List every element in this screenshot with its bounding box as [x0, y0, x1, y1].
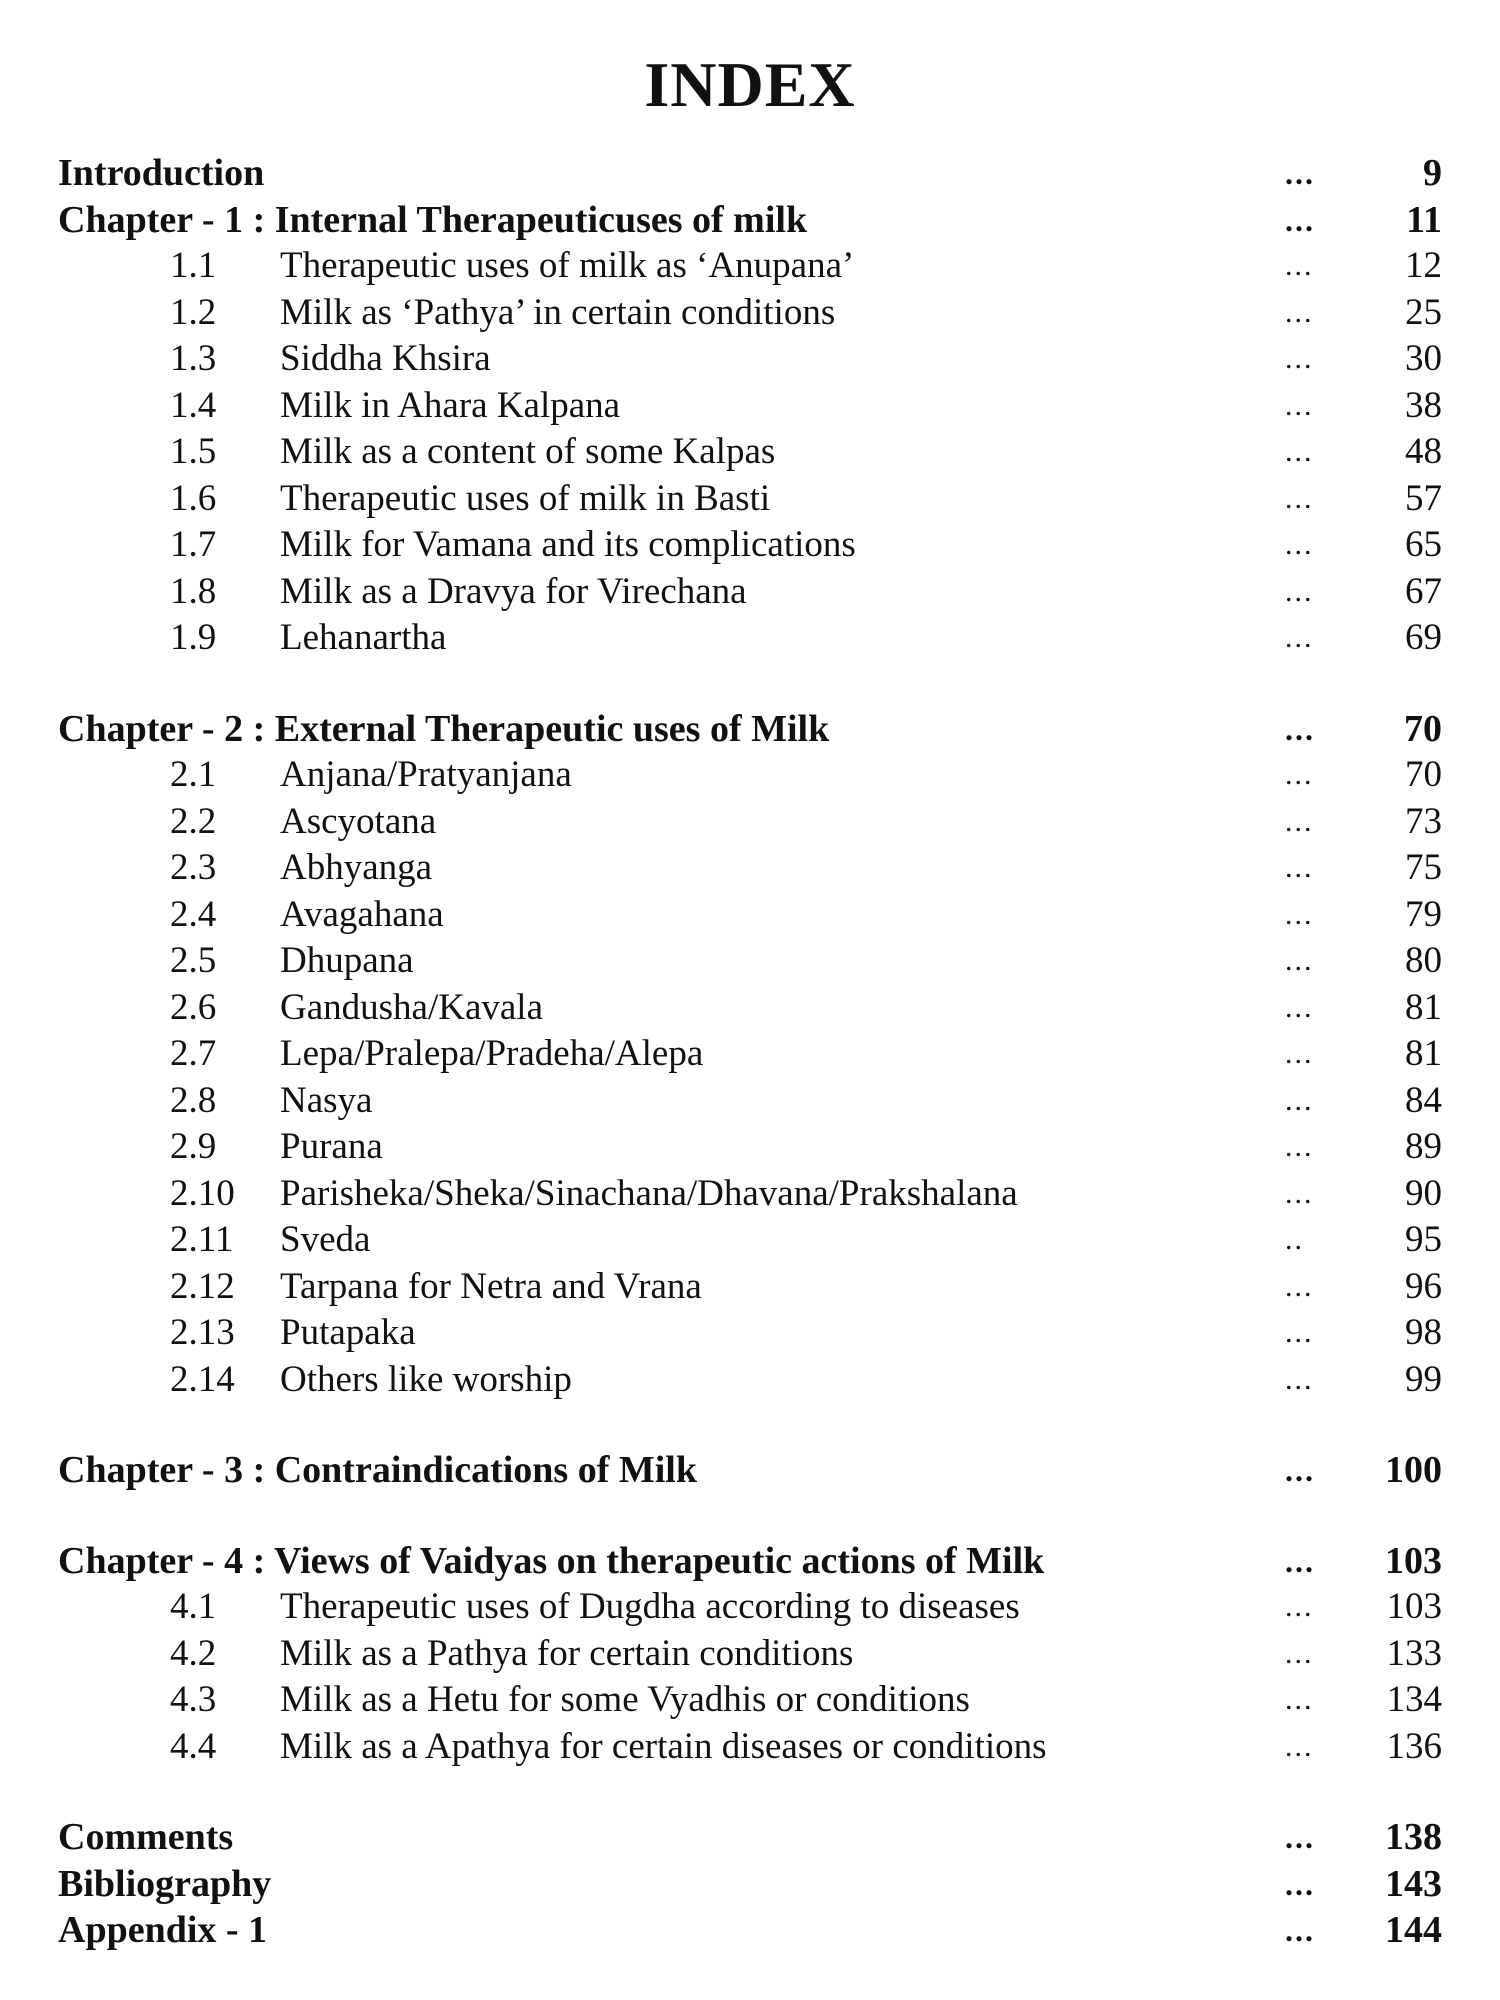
toc-sub-entry: [0, 752, 1500, 799]
entry-title: Tarpana for Netra and Vrana: [280, 1265, 702, 1307]
section-number: 1.2: [170, 291, 217, 333]
toc-heading-entry: [0, 1861, 1500, 1908]
page-number: 136: [1386, 1725, 1442, 1767]
section-number: 1.5: [170, 431, 217, 472]
entry-title: Milk for Vamana and its complications: [280, 524, 856, 565]
dot-leader: ...: [1285, 481, 1314, 515]
section-number: 2.4: [170, 893, 217, 935]
dot-leader: ...: [1285, 1037, 1314, 1070]
toc-sub-entry: [0, 336, 1500, 383]
entry-title: Milk as a Hetu for some Vyadhis or conditions: [280, 1679, 970, 1720]
entry-title: Putapaka: [280, 1312, 416, 1353]
dot-leader: ...: [1285, 851, 1314, 884]
toc-sub-entry: [0, 1677, 1500, 1724]
dot-leader: ...: [1285, 388, 1314, 422]
section-number: 1.4: [170, 384, 217, 426]
entry-title: Appendix - 1: [58, 1909, 268, 1951]
page-number: 99: [1405, 1358, 1442, 1400]
dot-leader: ...: [1285, 897, 1314, 931]
dot-leader: ...: [1285, 1729, 1314, 1763]
section-number: 2.2: [170, 800, 217, 842]
entry-title: Gandusha/Kavala: [280, 986, 544, 1028]
toc-heading-entry: [0, 1447, 1500, 1494]
page-number: 90: [1405, 1172, 1442, 1214]
toc-sub-entry: [0, 892, 1500, 939]
dot-leader: ...: [1285, 201, 1315, 238]
dot-leader: ...: [1285, 1176, 1314, 1210]
page-number: 81: [1405, 986, 1442, 1028]
entry-title: Chapter - 1 : Internal Therapeuticuses of milk: [58, 198, 808, 241]
page-number: 98: [1405, 1312, 1442, 1353]
dot-leader: ...: [1285, 249, 1314, 282]
page-number: 12: [1405, 245, 1442, 286]
page-number: 67: [1405, 570, 1442, 612]
toc-sub-entry: [0, 1724, 1500, 1771]
entry-title: Milk in Ahara Kalpana: [280, 384, 621, 426]
entry-title: Milk as a Dravya for Virechana: [280, 570, 747, 612]
dot-leader: ...: [1285, 574, 1314, 608]
dot-leader: ...: [1285, 1542, 1315, 1579]
toc-sub-entry: [0, 1078, 1500, 1125]
dot-leader: ...: [1285, 342, 1314, 375]
toc-sub-entry: [0, 1031, 1500, 1078]
page-number: 96: [1405, 1265, 1442, 1307]
page-number: 73: [1405, 800, 1442, 842]
dot-leader: ...: [1285, 710, 1315, 747]
section-number: 2.1: [170, 754, 217, 795]
page-number: 48: [1405, 431, 1442, 472]
toc-heading-entry: [0, 150, 1500, 197]
section-number: 1.8: [170, 570, 217, 612]
dot-leader: ...: [1285, 944, 1314, 977]
section-number: 2.9: [170, 1126, 217, 1167]
dot-leader: ...: [1285, 1912, 1315, 1948]
page-number: 70: [1405, 754, 1442, 795]
toc-sub-entry: [0, 569, 1500, 616]
dot-leader: ...: [1285, 1130, 1314, 1163]
toc-heading-entry: [0, 1814, 1500, 1861]
page-number: 103: [1385, 1539, 1442, 1582]
entry-title: Chapter - 3 : Contraindications of Milk: [58, 1449, 697, 1491]
page-number: 9: [1423, 152, 1442, 194]
toc-sub-entry: [0, 938, 1500, 985]
toc-sub-entry: [0, 1631, 1500, 1678]
entry-title: Therapeutic uses of milk as ‘Anupana’: [280, 245, 855, 286]
dot-leader: ...: [1285, 1683, 1314, 1716]
toc-heading-entry: [0, 1907, 1500, 1954]
toc-sub-entry: [0, 383, 1500, 430]
section-number: 2.14: [170, 1358, 235, 1400]
section-number: 1.7: [170, 524, 217, 565]
entry-title: Lepa/Pralepa/Pradeha/Alepa: [280, 1033, 704, 1074]
page-number: 80: [1405, 940, 1442, 981]
entry-title: Siddha Khsira: [280, 338, 491, 379]
dot-leader: ...: [1285, 990, 1314, 1024]
dot-leader: ...: [1285, 804, 1314, 838]
entry-title: Parisheka/Sheka/Sinachana/Dhavana/Prakshalana: [280, 1172, 1018, 1214]
section-number: 2.8: [170, 1079, 217, 1121]
dot-leader: ...: [1285, 621, 1314, 654]
toc-sub-entry: [0, 985, 1500, 1032]
page-number: 134: [1386, 1679, 1442, 1720]
dot-leader: ...: [1285, 1636, 1314, 1670]
dot-leader: ...: [1285, 758, 1314, 791]
entry-title: Purana: [280, 1126, 383, 1167]
toc-sub-entry: [0, 1584, 1500, 1631]
entry-title: Therapeutic uses of milk in Basti: [280, 477, 771, 519]
entry-title: Introduction: [58, 152, 265, 194]
dot-leader: ...: [1285, 1590, 1314, 1623]
section-number: 4.3: [170, 1679, 217, 1720]
entry-title: Milk as a Pathya for certain conditions: [280, 1632, 854, 1674]
entry-title: Sveda: [280, 1219, 371, 1260]
entry-title: Chapter - 4 : Views of Vaidyas on therapeutic actions of Milk: [58, 1539, 1045, 1582]
entry-title: Anjana/Pratyanjana: [280, 754, 572, 795]
toc-sub-entry: [0, 1357, 1500, 1404]
page-number: 38: [1405, 384, 1442, 426]
page-number: 89: [1405, 1126, 1442, 1167]
section-number: 2.5: [170, 940, 217, 981]
entry-title: Ascyotana: [280, 800, 437, 842]
entry-title: Abhyanga: [280, 847, 433, 888]
page-number: 79: [1405, 893, 1442, 935]
page-number: 11: [1406, 198, 1442, 241]
section-number: 1.3: [170, 338, 217, 379]
entry-title: Comments: [58, 1816, 234, 1858]
entry-title: Dhupana: [280, 940, 414, 981]
dot-leader: ..: [1285, 1223, 1304, 1256]
page-number: 103: [1386, 1586, 1442, 1627]
toc-sub-entry: [0, 615, 1500, 662]
dot-leader: ...: [1285, 1269, 1314, 1303]
dot-leader: ...: [1285, 1362, 1314, 1396]
entry-title: Avagahana: [280, 893, 444, 935]
page-number: 144: [1385, 1909, 1442, 1951]
dot-leader: ...: [1285, 1865, 1315, 1902]
section-number: 4.2: [170, 1632, 217, 1674]
table-of-contents: [0, 150, 1500, 1954]
toc-sub-entry: [0, 1310, 1500, 1357]
toc-heading-entry: [0, 197, 1500, 244]
dot-leader: ...: [1285, 295, 1314, 329]
page-number: 30: [1405, 338, 1442, 379]
page-number: 25: [1405, 291, 1442, 333]
entry-title: Bibliography: [58, 1862, 272, 1905]
page-number: 69: [1405, 617, 1442, 658]
entry-title: Milk as a Apathya for certain diseases or conditions: [280, 1725, 1047, 1767]
page-number: 95: [1405, 1219, 1442, 1260]
toc-heading-entry: [0, 1538, 1500, 1585]
entry-title: Others like worship: [280, 1358, 572, 1400]
section-number: 2.3: [170, 847, 217, 888]
dot-leader: ...: [1285, 1316, 1314, 1349]
toc-sub-entry: [0, 1264, 1500, 1311]
toc-sub-entry: [0, 476, 1500, 523]
section-number: 1.6: [170, 477, 217, 519]
toc-sub-entry: [0, 1124, 1500, 1171]
section-number: 2.10: [170, 1172, 235, 1214]
toc-sub-entry: [0, 522, 1500, 569]
toc-sub-entry: [0, 1171, 1500, 1218]
section-number: 4.1: [170, 1586, 217, 1627]
toc-sub-entry: [0, 243, 1500, 290]
page-number: 65: [1405, 524, 1442, 565]
section-number: 2.6: [170, 986, 217, 1028]
page-number: 75: [1405, 847, 1442, 888]
page-title: INDEX: [644, 49, 856, 120]
toc-sub-entry: [0, 1217, 1500, 1264]
section-number: 2.11: [170, 1219, 234, 1260]
section-number: 1.9: [170, 617, 217, 658]
entry-title: Lehanartha: [280, 617, 447, 658]
entry-title: Milk as a content of some Kalpas: [280, 431, 776, 472]
entry-title: Milk as ‘Pathya’ in certain conditions: [280, 291, 836, 333]
section-number: 2.12: [170, 1265, 235, 1307]
section-number: 2.7: [170, 1033, 217, 1074]
entry-title: Chapter - 2 : External Therapeutic uses of Milk: [58, 707, 830, 750]
dot-leader: ...: [1285, 155, 1315, 191]
entry-title: Therapeutic uses of Dugdha according to diseases: [280, 1586, 1020, 1627]
dot-leader: ...: [1285, 1819, 1315, 1855]
section-number: 1.1: [170, 245, 217, 286]
dot-leader: ...: [1285, 435, 1314, 468]
dot-leader: ...: [1285, 528, 1314, 561]
page-number: 57: [1405, 477, 1442, 519]
toc-heading-entry: [0, 706, 1500, 753]
page-number: 143: [1385, 1862, 1442, 1905]
entry-title: Nasya: [280, 1079, 373, 1121]
page-number: 133: [1386, 1632, 1442, 1674]
toc-sub-entry: [0, 845, 1500, 892]
section-number: 2.13: [170, 1312, 235, 1353]
page-number: 138: [1385, 1816, 1442, 1858]
toc-sub-entry: [0, 429, 1500, 476]
dot-leader: ...: [1285, 1083, 1314, 1117]
page-number: 70: [1404, 707, 1442, 750]
section-number: 4.4: [170, 1725, 217, 1767]
page-number: 100: [1385, 1449, 1442, 1491]
toc-sub-entry: [0, 799, 1500, 846]
dot-leader: ...: [1285, 1452, 1315, 1488]
page-number: 81: [1405, 1033, 1442, 1074]
page-number: 84: [1405, 1079, 1442, 1121]
toc-sub-entry: [0, 290, 1500, 337]
